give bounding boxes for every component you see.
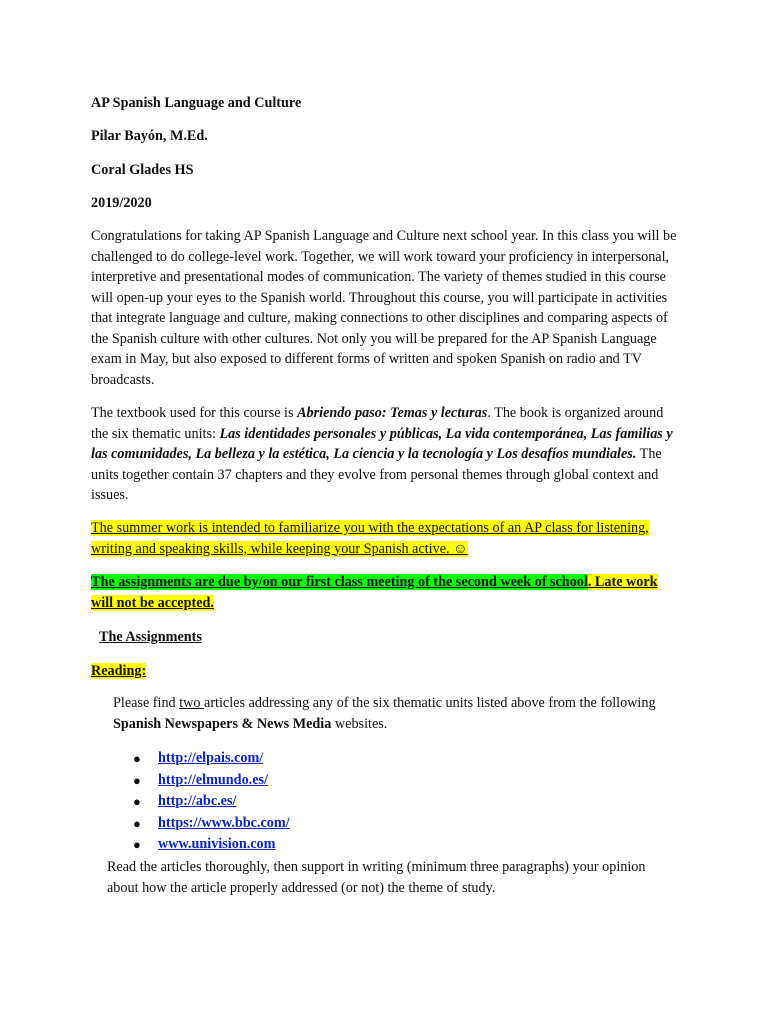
school-year: 2019/2020 [91, 195, 152, 211]
textbook-middle: . The book is organized around the six thematic units: [91, 405, 664, 442]
news-media-label: Spanish Newspapers & News Media [113, 715, 332, 732]
teacher-name: Pilar Bayón, M.Ed. [91, 128, 208, 144]
intro-paragraph: Congratulations for taking AP Spanish Language and Culture next school year. In this class you will be challenged to do college-level work. Together, we will work toward your proficiency in interpersonal, interpretive and presentational modes of communication. The variety of themes studied in this course will open-up your eyes to the Spanish world. Throughout this course, you will participate in activities that integrate language and culture, making connections to other disciplines and comparing aspects of the Spanish culture with other cultures. Not only you will be prepared for the AP Spanish Language exam in May, but also exposed to different forms of written and spoken Spanish on radio and TV broadcasts. [91, 228, 677, 388]
list-item [113, 791, 290, 813]
textbook-prefix: The textbook used for this course is [91, 405, 298, 421]
bullet-icon: ● [133, 794, 141, 809]
bullet-icon: ● [133, 751, 141, 766]
textbook-paragraph [91, 403, 676, 506]
list-item [113, 834, 290, 856]
two-emphasis: two [179, 695, 205, 711]
link-abc[interactable]: http://abc.es/ [158, 793, 237, 809]
reading-closing: Read the articles thoroughly, then support in writing (minimum three paragraphs) your opinion about how the article properly addressed (or not) the theme of study. [107, 859, 646, 896]
list-item [113, 770, 290, 792]
bullet-icon: ● [133, 772, 141, 788]
link-univision[interactable]: www.univision.com [158, 836, 276, 852]
thematic-units: Las identidades personales y públicas, La vida contemporánea, Las familias y las comunidades, La belleza y la estética, La ciencia y la tecnología y Los desafíos mundiales. [91, 425, 673, 462]
link-elmundo[interactable]: http://elmundo.es/ [158, 771, 268, 788]
link-elpais[interactable]: http://elpais.com/ [158, 750, 264, 766]
bullet-icon: ● [133, 837, 141, 852]
list-item [113, 813, 290, 835]
reading-heading: Reading: [91, 663, 147, 679]
textbook-suffix: The units together contain 37 chapters and they evolve from personal themes through global context and issues. [91, 446, 662, 503]
assignments-heading: The Assignments [99, 629, 202, 645]
due-date-paragraph [91, 572, 671, 613]
news-links-list [113, 748, 290, 856]
course-title: AP Spanish Language and Culture [91, 95, 302, 111]
reading-instructions: Please find two articles addressing any of the six thematic units listed above from the following Spanish Newspapers & News Media websites. [113, 695, 656, 732]
link-bbc[interactable]: https://www.bbc.com/ [158, 814, 290, 831]
school-name: Coral Glades HS [91, 162, 194, 178]
list-item [113, 748, 290, 770]
summer-work-highlight: The summer work is intended to familiarize you with the expectations of an AP class for listening, writing and speaking skills, while keeping your Spanish active. ☺ [91, 520, 649, 557]
due-date-highlight: The assignments are due by/on our first class meeting of the second week of school [91, 574, 588, 590]
textbook-title: Abriendo paso: Temas y lecturas [297, 405, 488, 421]
bullet-icon: ● [133, 815, 141, 831]
late-work-highlight: . Late work will not be accepted. [91, 574, 658, 611]
summer-work-paragraph [91, 518, 651, 559]
